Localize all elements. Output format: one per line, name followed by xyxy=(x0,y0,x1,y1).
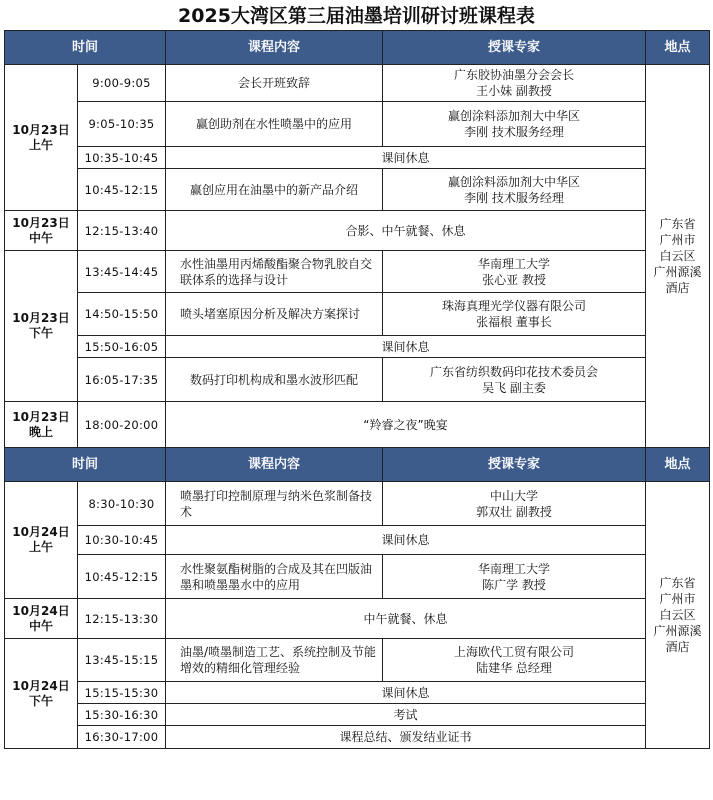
full-width-cell: 课间休息 xyxy=(166,526,646,555)
speaker-cell: 广东省纺织数码印花技术委员会 吴飞 副主委 xyxy=(383,358,646,402)
table-row xyxy=(5,211,710,251)
speaker-cell: 赢创涂料添加剂大中华区 李刚 技术服务经理 xyxy=(383,102,646,147)
time-cell: 15:30-16:30 xyxy=(78,704,166,726)
header-speaker: 授课专家 xyxy=(383,31,646,65)
course-cell: 赢创助剂在水性喷墨中的应用 xyxy=(166,102,383,147)
header-row xyxy=(5,31,710,65)
day-period-cell: 10月23日 晚上 xyxy=(5,402,78,448)
full-width-cell: 课间休息 xyxy=(166,147,646,169)
full-width-cell: 课间休息 xyxy=(166,682,646,704)
day-period-cell: 10月23日 上午 xyxy=(5,65,78,211)
day-period-cell: 10月24日 下午 xyxy=(5,639,78,749)
table-row xyxy=(5,251,710,293)
time-cell: 16:30-17:00 xyxy=(78,726,166,749)
table-row xyxy=(5,599,710,639)
course-cell: 喷墨打印控制原理与纳米色浆制备技术 xyxy=(166,482,383,526)
table-row xyxy=(5,402,710,448)
speaker-cell: 华南理工大学 陈广学 教授 xyxy=(383,555,646,599)
table-row xyxy=(5,358,710,402)
table-row xyxy=(5,482,710,526)
header-time: 时间 xyxy=(5,31,166,65)
header-course: 课程内容 xyxy=(166,31,383,65)
table-row xyxy=(5,726,710,749)
speaker-cell: 珠海真理光学仪器有限公司 张福根 董事长 xyxy=(383,293,646,336)
day-period-cell: 10月24日 中午 xyxy=(5,599,78,639)
header-row xyxy=(5,448,710,482)
time-cell: 9:00-9:05 xyxy=(78,65,166,102)
speaker-cell: 赢创涂料添加剂大中华区 李刚 技术服务经理 xyxy=(383,169,646,211)
day-period-cell: 10月23日 下午 xyxy=(5,251,78,402)
location-cell: 广东省 广州市 白云区 广州源溪 酒店 xyxy=(646,482,710,749)
time-cell: 10:30-10:45 xyxy=(78,526,166,555)
full-width-cell: 考试 xyxy=(166,704,646,726)
time-cell: 12:15-13:30 xyxy=(78,599,166,639)
speaker-cell: 上海欧代工贸有限公司 陆建华 总经理 xyxy=(383,639,646,682)
time-cell: 8:30-10:30 xyxy=(78,482,166,526)
speaker-cell: 华南理工大学 张心亚 教授 xyxy=(383,251,646,293)
table-row xyxy=(5,293,710,336)
day-period-cell: 10月24日 上午 xyxy=(5,482,78,599)
time-cell: 18:00-20:00 xyxy=(78,402,166,448)
time-cell: 10:35-10:45 xyxy=(78,147,166,169)
full-width-cell: 课间休息 xyxy=(166,336,646,358)
full-width-cell: “羚睿之夜”晚宴 xyxy=(166,402,646,448)
day-period-cell: 10月23日 中午 xyxy=(5,211,78,251)
full-width-cell: 课程总结、颁发结业证书 xyxy=(166,726,646,749)
time-cell: 13:45-14:45 xyxy=(78,251,166,293)
page-title: 2025大湾区第三届油墨培训研讨班课程表 xyxy=(178,5,535,27)
schedule-table xyxy=(4,30,710,749)
time-cell: 15:50-16:05 xyxy=(78,336,166,358)
full-width-cell: 中午就餐、休息 xyxy=(166,599,646,639)
course-cell: 水性聚氨酯树脂的合成及其在凹版油墨和喷墨墨水中的应用 xyxy=(166,555,383,599)
course-cell: 数码打印机构成和墨水波形匹配 xyxy=(166,358,383,402)
speaker-cell: 广东胶协油墨分会会长 王小妹 副教授 xyxy=(383,65,646,102)
table-row xyxy=(5,704,710,726)
header-time: 时间 xyxy=(5,448,166,482)
speaker-cell: 中山大学 郭双壮 副教授 xyxy=(383,482,646,526)
course-cell: 水性油墨用丙烯酸酯聚合物乳胶自交联体系的选择与设计 xyxy=(166,251,383,293)
time-cell: 10:45-12:15 xyxy=(78,555,166,599)
table-row xyxy=(5,102,710,147)
location-cell: 广东省 广州市 白云区 广州源溪 酒店 xyxy=(646,65,710,448)
time-cell: 9:05-10:35 xyxy=(78,102,166,147)
table-row xyxy=(5,336,710,358)
header-location: 地点 xyxy=(646,31,710,65)
table-row xyxy=(5,65,710,102)
table-row xyxy=(5,555,710,599)
full-width-cell: 合影、中午就餐、休息 xyxy=(166,211,646,251)
header-course: 课程内容 xyxy=(166,448,383,482)
table-row xyxy=(5,147,710,169)
time-cell: 13:45-15:15 xyxy=(78,639,166,682)
table-row xyxy=(5,169,710,211)
time-cell: 10:45-12:15 xyxy=(78,169,166,211)
time-cell: 14:50-15:50 xyxy=(78,293,166,336)
table-row xyxy=(5,682,710,704)
table-row xyxy=(5,526,710,555)
course-cell: 油墨/喷墨制造工艺、系统控制及节能增效的精细化管理经验 xyxy=(166,639,383,682)
course-cell: 赢创应用在油墨中的新产品介绍 xyxy=(166,169,383,211)
time-cell: 16:05-17:35 xyxy=(78,358,166,402)
course-cell: 喷头堵塞原因分析及解决方案探讨 xyxy=(166,293,383,336)
header-location: 地点 xyxy=(646,448,710,482)
header-speaker: 授课专家 xyxy=(383,448,646,482)
time-cell: 15:15-15:30 xyxy=(78,682,166,704)
table-row xyxy=(5,639,710,682)
time-cell: 12:15-13:40 xyxy=(78,211,166,251)
course-cell: 会长开班致辞 xyxy=(166,65,383,102)
